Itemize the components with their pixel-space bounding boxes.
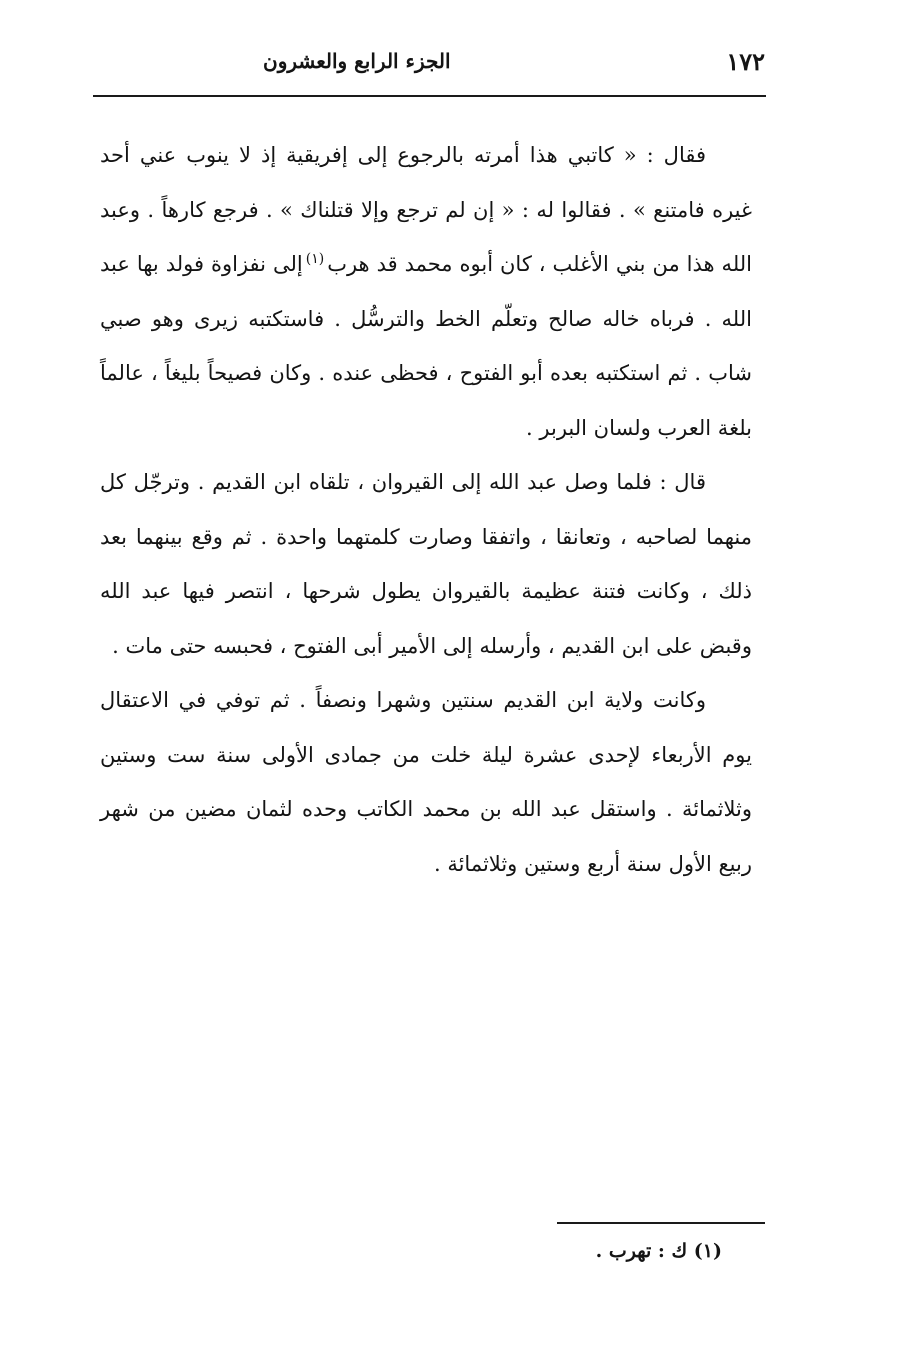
paragraph-1-text-b: إلى نفزاوة فولد بها عبد الله . فرباه خاله صالح وتعلّم الخط والترسُّل . فاستكتبه زيرى وهو صبي شاب . ثم استكتبه بعده أبو الفتوح ، فحظى عنده . وكان فصيحاً بليغاً ، عالماً بلغة العرب ولسان البربر .: [100, 252, 752, 440]
body-text: [100, 128, 752, 891]
paragraph-2: [100, 455, 752, 673]
footnote-reference: (١): [305, 251, 325, 267]
paragraph-1-text-a: فقال : « كاتبي هذا أمرته بالرجوع إلى إفريقية إذ لا ينوب عني أحد غيره فامتنع » . فقالوا له : « إن لم ترجع وإلا قتلناك » . فرجع كارهاً . وعبد الله هذا من بني الأغلب ، كان أبوه محمد قد هرب: [100, 143, 752, 276]
header-rule: [93, 95, 766, 97]
page-number: ١٧٢: [726, 46, 765, 76]
paragraph-2-text: قال : فلما وصل عبد الله إلى القيروان ، تلقاه ابن القديم . وترجّل كل منهما لصاحبه ، وتعانقا ، واتفقا وصارت كلمتهما واحدة . ثم وقع بينهما بعد ذلك ، وكانت فتنة عظيمة بالقيروان يطول شرحها ، انتصر فيها عبد الله وقبض على ابن القديم ، وأرسله إلى الأمير أبى الفتوح ، فحبسه حتى مات .: [100, 470, 752, 658]
paragraph-3-text: وكانت ولاية ابن القديم سنتين وشهرا ونصفاً . ثم توفي في الاعتقال يوم الأربعاء لإحدى عشرة ليلة خلت من جمادى الأولى سنة ست وستين وثلاثمائة . واستقل عبد الله بن محمد الكاتب وحده لثمان مضين من شهر ربيع الأول سنة أربع وستين وثلاثمائة .: [100, 688, 752, 876]
paragraph-1: [100, 128, 752, 455]
paragraph-3: [100, 673, 752, 891]
footnote: (١) ك : تهرب .: [595, 1240, 722, 1262]
footnote-rule: [557, 1222, 765, 1224]
page-header: [95, 40, 765, 82]
running-head: الجزء الرابع والعشرون: [263, 49, 451, 73]
